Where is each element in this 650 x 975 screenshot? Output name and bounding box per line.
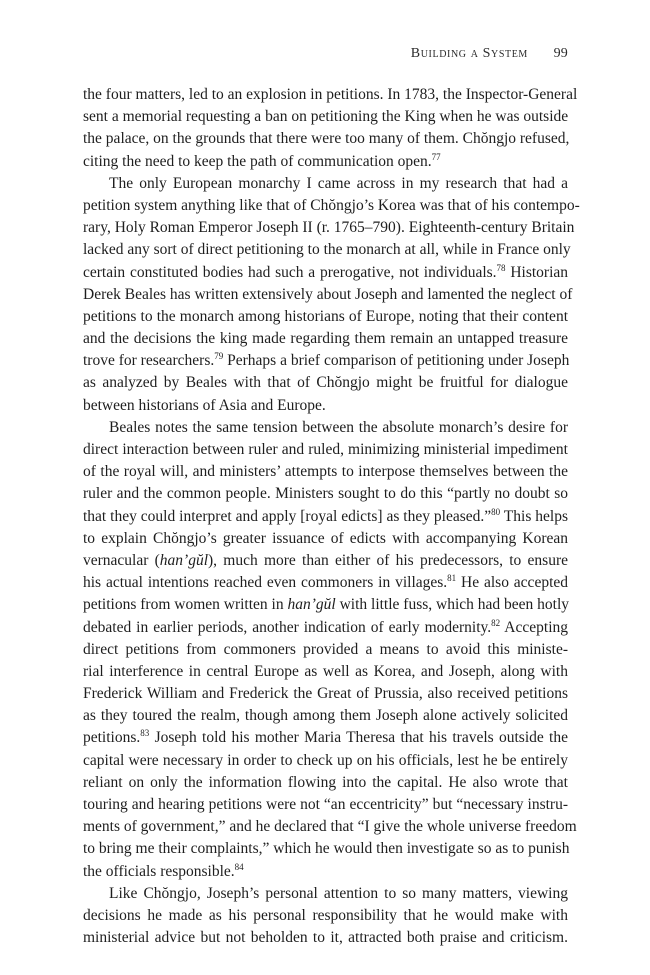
text-line [83, 550, 568, 572]
text-line-content: ments of government,” and he declared that “I give the whole universe freedom [83, 818, 577, 836]
text-line-content: rary, Holy Roman Emperor Joseph II (r. 1765–790). Eighteenth-century Britain [83, 219, 575, 237]
text-line [83, 639, 568, 661]
text-line [83, 838, 568, 860]
text-line-content: ministerial advice but not beholden to it, attracted both praise and criticism. [83, 929, 568, 947]
text-line [83, 727, 568, 749]
text-line-content: decisions he made as his personal responsibility that he would make with [83, 906, 568, 924]
text-line [83, 705, 568, 727]
footnote-marker: 77 [431, 151, 441, 162]
text-line-content: his actual intentions reached even commoners in villages. [83, 574, 448, 592]
text-line-content: citing the need to keep the path of communication open. [83, 152, 432, 170]
text-line-content: as analyzed by Beales with that of Chŏngjo might be fruitful for dialogue [83, 374, 568, 392]
text-line [83, 217, 575, 239]
text-line-continuation: Joseph told his mother Maria Theresa that his travels outside the [149, 729, 568, 747]
footnote-marker: 82 [491, 617, 501, 628]
text-line-content: as they toured the realm, though among them Joseph alone actively solicited [83, 707, 568, 725]
text-line [83, 417, 568, 439]
text-line [83, 306, 568, 328]
text-line-content: vernacular ( [83, 551, 160, 569]
italic-term: han’gŭl [287, 596, 336, 614]
running-head-section-title: Building a System [410, 46, 528, 61]
footnote-marker: 78 [496, 262, 506, 273]
text-line [83, 173, 568, 195]
text-line [83, 528, 568, 550]
text-line [83, 106, 568, 128]
text-line-continuation: Perhaps a brief comparison of petitioning under Joseph [223, 352, 570, 370]
text-line-continuation: Accepting [500, 618, 568, 636]
footnote-marker: 81 [447, 573, 457, 584]
text-line [83, 661, 568, 683]
text-line-content: lacked any sort of direct petitioning to the monarch at all, while in France only [83, 241, 571, 259]
text-line [83, 861, 568, 883]
text-line [83, 372, 568, 394]
footnote-marker: 83 [140, 728, 150, 739]
text-line [83, 772, 568, 794]
text-line-content: to bring me their complaints,” which he would then investigate so as to punish [83, 840, 570, 858]
text-line [83, 395, 568, 417]
text-line-content: reliant on only the information flowing into the capital. He also wrote that [83, 773, 568, 791]
text-line [83, 750, 568, 772]
text-line-content: between historians of Asia and Europe. [83, 396, 326, 414]
text-line [83, 195, 580, 217]
italic-term: han’gŭl [159, 551, 209, 569]
text-line [83, 439, 568, 461]
text-line [83, 151, 568, 173]
text-line [83, 594, 568, 616]
text-line [83, 683, 568, 705]
text-line-content: certain constituted bodies had such a prerogative, not individuals. [83, 263, 497, 281]
text-line [83, 506, 568, 528]
footnote-marker: 84 [234, 861, 244, 872]
text-line [83, 239, 571, 261]
text-line-content: Derek Beales has written extensively about Joseph and lamented the neglect of [83, 285, 573, 303]
text-line-content: debated in earlier periods, another indication of early modernity. [83, 618, 492, 636]
text-line [83, 572, 568, 594]
text-line-content: Like Chŏngjo, Joseph’s personal attention to so many matters, viewing [109, 884, 568, 902]
text-line-content: petitions to the monarch among historians of Europe, noting that their content [83, 307, 568, 325]
text-line-content: The only European monarchy I came across in my research that had a [109, 174, 568, 192]
text-line-content: rial interference in central Europe as well as Korea, and Joseph, along with [83, 662, 568, 680]
text-line-content: capital were necessary in order to check up on his officials, lest he be entirely [83, 751, 568, 769]
text-line-content: that they could interpret and apply [royal edicts] as they pleased.” [83, 507, 492, 525]
text-line-continuation: This helps [500, 507, 568, 525]
text-line-content: ruler and the common people. Ministers sought to do this “partly no doubt so [83, 485, 568, 503]
running-head [411, 46, 568, 62]
page-number: 99 [553, 46, 568, 61]
text-line-content: direct petitions from commoners provided a means to avoid this ministe- [83, 640, 568, 658]
text-line-content: touring and hearing petitions were not “an eccentricity” but “necessary instru- [83, 796, 568, 813]
text-line [83, 905, 568, 927]
text-line-continuation: ), much more than either of his predecessors, to ensure [208, 551, 568, 569]
body-text [83, 84, 580, 949]
text-line-content: trove for researchers. [83, 352, 215, 370]
text-line [83, 794, 568, 816]
footnote-marker: 79 [214, 351, 224, 362]
text-line-content: sent a memorial requesting a ban on petitioning the King when he was outside [83, 108, 569, 126]
text-line [83, 927, 568, 949]
text-line-content: petitions from women written in [83, 596, 288, 614]
text-line [83, 262, 568, 284]
text-line-content: the four matters, led to an explosion in petitions. In 1783, the Inspector-General [83, 86, 578, 103]
text-line-content: petitions. [83, 729, 141, 747]
text-line-content: the officials responsible. [83, 862, 235, 880]
text-line-content: to explain Chŏngjo’s greater issuance of edicts with accompanying Korean [83, 529, 568, 547]
footnote-marker: 80 [491, 506, 501, 517]
text-line [83, 284, 573, 306]
text-line [83, 328, 568, 350]
text-line [83, 128, 568, 150]
text-line [83, 816, 577, 838]
text-line [83, 883, 568, 905]
text-line-content: the palace, on the grounds that there were too many of them. Chŏngjo refused, [83, 130, 570, 148]
text-line-continuation: Historian [505, 263, 569, 281]
text-line-content: and the decisions the king made regarding them remain an untapped treasure [83, 330, 568, 348]
text-line-content: petition system anything like that of Chŏngjo’s Korea was that of his contempo- [83, 196, 580, 214]
text-line-content: direct interaction between ruler and ruled, minimizing ministerial impediment [83, 441, 568, 458]
text-line [83, 350, 568, 372]
text-line-content: of the royal will, and ministers’ attempts to interpose themselves between the [83, 463, 568, 481]
text-line-content: Frederick William and Frederick the Great of Prussia, also received petitions [83, 685, 568, 703]
text-line [83, 483, 568, 505]
text-line-content: Beales notes the same tension between the absolute monarch’s desire for [109, 418, 568, 436]
text-line [83, 617, 568, 639]
text-line [83, 461, 568, 483]
text-line [83, 84, 578, 106]
text-line-continuation: He also accepted [456, 574, 569, 592]
text-line-continuation: with little fuss, which had been hotly [335, 596, 570, 614]
